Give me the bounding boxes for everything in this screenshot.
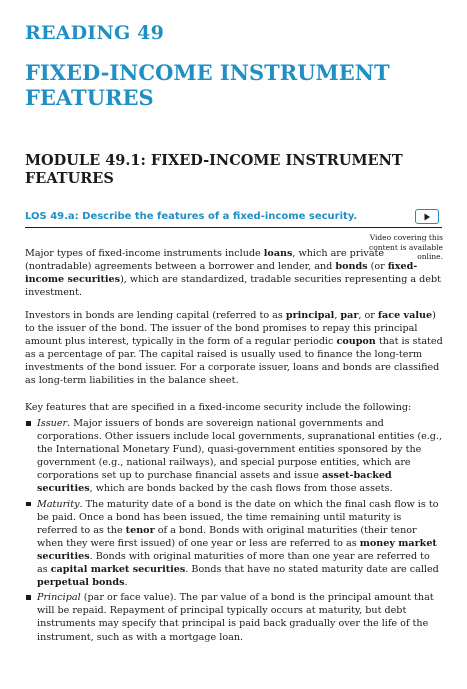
bullet-marker [26, 502, 31, 507]
text-run: Major types of fixed-income instruments include [25, 248, 264, 259]
italic-term: Maturity [37, 498, 80, 510]
text-run: . Bonds with original maturities of more than one year are referred to as [37, 550, 430, 576]
bold-term: principal [285, 310, 335, 321]
bold-term: face value [377, 310, 433, 321]
list-item-text [37, 499, 439, 589]
text-run: , which are bonds backed by the cash flows from those assets. [89, 483, 393, 495]
text-run: that is stated as a percentage of par. The capital raised is usually used to finance the long-term investments of the bond issuer. For a corporate issuer, loans and bonds are classified as long-term liabilities in the balance sheet. [25, 336, 443, 387]
text-run: , or [358, 310, 378, 321]
bold-term: tenor [125, 524, 155, 536]
text-run: , [334, 310, 341, 321]
video-note: Video covering this content is available online. [369, 233, 443, 261]
los-row [25, 210, 442, 228]
list-item-principal [25, 591, 443, 643]
bold-term: fixed-income securities [25, 261, 418, 286]
text-run: . The maturity date of a bond is the date on which the final cash flow is to be paid. Once a bond has been issued, the time remaining until maturity is referred to as the [37, 498, 439, 536]
reading-title: FIXED-INCOME INSTRUMENT FEATURES [25, 60, 390, 110]
text-run: . Major issuers of bonds are sovereign national governments and corporations. Other issuers include local governments, supranational entities (e.g., the International Monetary Fund), quasi-government entities sponsored by the government (e.g., national railways), and special purpose entities, which are corporations set up to purchase financial assets and issue [37, 418, 443, 482]
paragraph-key-features: Key features that are specified in a fixed-income security include the following: [25, 402, 412, 413]
video-play-button[interactable] [415, 209, 439, 224]
bold-term: asset-backed securities [37, 470, 392, 495]
text-run: (or [367, 261, 388, 273]
play-icon [423, 213, 431, 221]
italic-term: Issuer [37, 418, 68, 429]
text-run: , which are private (nontradable) agreements between a borrower and lender, and [25, 248, 385, 273]
bold-term: bonds [335, 261, 368, 273]
los-statement: LOS 49.a: Describe the features of a fixed-income security. [25, 211, 358, 222]
text-run: . Bonds that have no stated maturity date are called [185, 564, 439, 576]
italic-term: Principal [37, 592, 81, 604]
text-run: ), which are standardized, tradable securities representing a debt investment. [25, 274, 441, 299]
paragraph-principal [25, 309, 443, 388]
list-item-maturity [25, 498, 443, 590]
feature-list [25, 417, 443, 644]
bold-term: par [340, 310, 359, 321]
module-heading: MODULE 49.1: FIXED-INCOME INSTRUMENT FEATURES [25, 152, 403, 187]
bold-term: loans [263, 248, 293, 259]
list-item-text [37, 418, 442, 494]
text-run: . [124, 577, 128, 589]
paragraph-loans-bonds [25, 247, 443, 299]
text-run: of a bond. Bonds with original maturities (their tenor when they were first issued) of one year or less are referred to as [37, 524, 417, 549]
bold-term: money market securities [37, 537, 437, 562]
list-item-text [37, 592, 434, 642]
bullet-marker [26, 421, 31, 426]
list-item-issuer [25, 417, 443, 496]
reading-number: READING 49 [25, 22, 165, 44]
bold-term: capital market securities [50, 564, 186, 576]
bold-term: perpetual bonds [37, 577, 125, 589]
text-run: ) to the issuer of the bond. The issuer of the bond promises to repay this principal amount plus interest, typically in the form of a regular periodic [25, 310, 436, 348]
bullet-marker [26, 595, 31, 600]
text-run: Investors in bonds are lending capital (referred to as [25, 310, 286, 321]
text-run: (par or face value). The par value of a bond is the principal amount that will be repaid. Repayment of principal typically occurs at maturity, but debt instruments may specify that principal is paid back gradually over the life of the instrument, such as with a mortgage loan. [37, 592, 434, 643]
bold-term: coupon [336, 336, 376, 348]
